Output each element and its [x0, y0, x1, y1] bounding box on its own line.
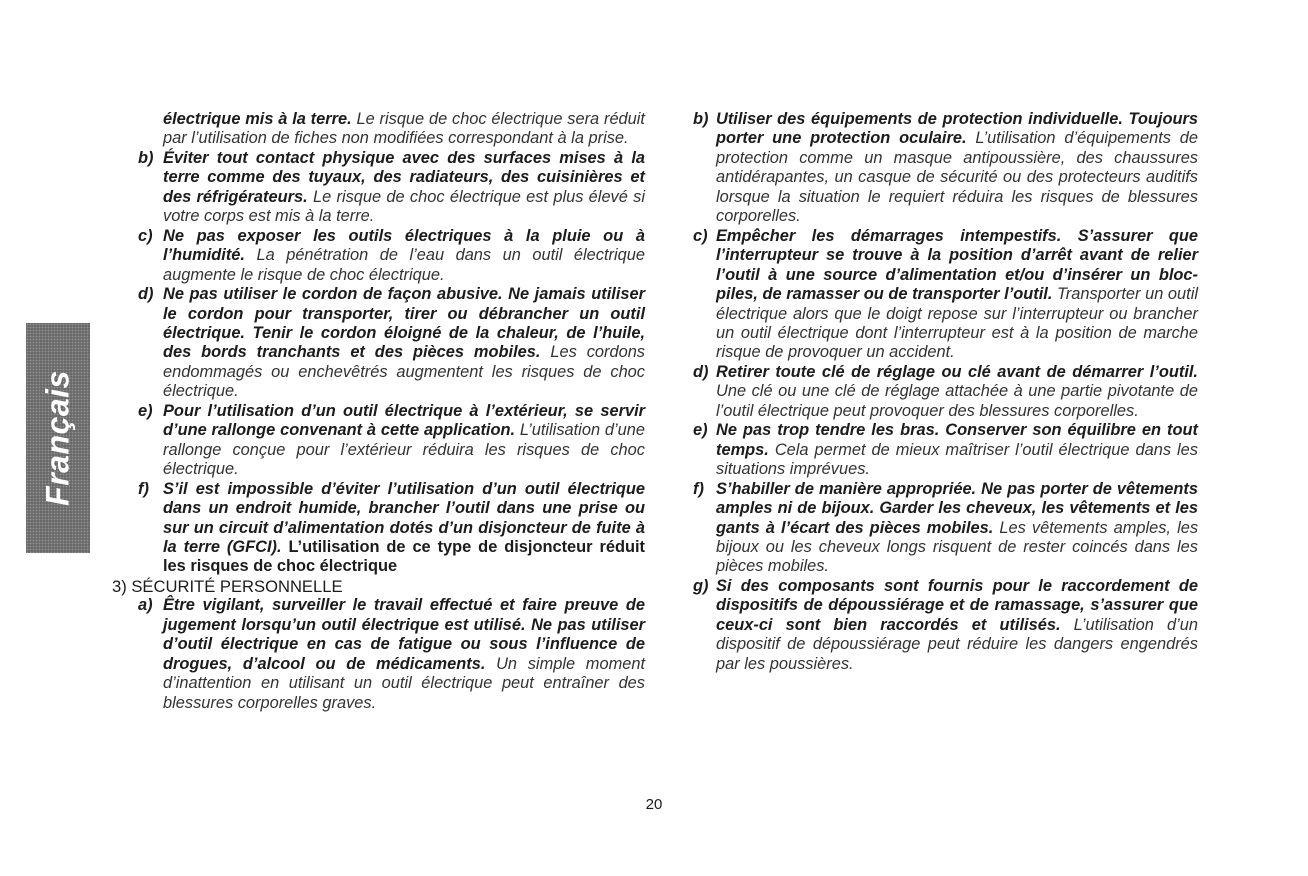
- item-lead: S’habiller de manière appropriée. Ne pas porter de vêtements amples ni de bijoux. Garder les cheveux, les vêtements et les gants à l’écart des pièces mobiles.: [716, 479, 1198, 537]
- item-lead: Retirer toute clé de réglage ou clé avant de démarrer l’outil.: [716, 362, 1198, 381]
- item-lead: Si des composants sont fournis pour le raccordement de dispositifs de dépoussiérage et de ramassage, s’assurer que ceux-ci sont bien raccordés et utilisés.: [716, 576, 1198, 634]
- item-marker: c): [138, 226, 153, 245]
- item-body: L’utilisation d’une rallonge conçue pour l’extérieur réduira les risques de choc électrique.: [163, 421, 645, 479]
- item-marker: g): [693, 576, 709, 595]
- item-body: L’utilisation de ce type de disjoncteur réduit les risques de choc électrique: [163, 537, 645, 576]
- item-body: Un simple moment d’inattention en utilisant un outil électrique peut entraîner des blessures corporelles graves.: [163, 654, 646, 712]
- item-lead: Utiliser des équipements de protection individuelle. Toujours porter une protection oculaire.: [716, 110, 1198, 148]
- item-lead: Éviter tout contact physique avec des surfaces mises à la terre comme des tuyaux, des radiateurs, des cuisinières et des réfrigérateurs.: [163, 148, 645, 206]
- list-item-c: [112, 227, 645, 285]
- item-marker: d): [138, 285, 154, 304]
- item-body: La pénétration de l’eau dans un outil électrique augmente le risque de choc électrique.: [163, 246, 645, 284]
- item-marker: a): [138, 596, 153, 615]
- list-item-c: [693, 227, 1198, 363]
- continuation-paragraph: [112, 110, 645, 149]
- right-column: [693, 110, 1198, 674]
- item-body: L’utilisation d’un dispositif de dépoussiérage peut réduire les dangers engendrés par les poussières.: [716, 615, 1198, 673]
- item-body: L’utilisation d’équipements de protection comme un masque antipoussière, des chaussures antidérapantes, un casque de sécurité ou des protecteurs auditifs lorsque la situation le requiert réduira les risques de blessures corporelles.: [716, 129, 1198, 226]
- list-item-e: [112, 402, 645, 480]
- item-marker: f): [138, 479, 149, 498]
- item-lead: Empêcher les démarrages intempestifs. S’assurer que l’interrupteur se trouve à la position d’arrêt avant de relier l’outil à une source d’alimentation et/ou d’insérer un bloc-piles, de ramasser ou de transporter l’outil.: [716, 226, 1198, 304]
- item-lead: Ne pas trop tendre les bras. Conserver son équilibre en tout temps.: [716, 421, 1198, 459]
- side-tab-label: Français: [39, 370, 76, 506]
- item-marker: e): [693, 421, 708, 440]
- list-item-e: [693, 421, 1198, 479]
- list-item-b: [693, 110, 1198, 227]
- list-item-g: [693, 577, 1198, 674]
- item-lead: Être vigilant, surveiller le travail effectué et faire preuve de jugement lorsqu’un outil électrique est utilisé. Ne pas utiliser d’outil électrique en cas de fatigue ou sous l’influence de drogues, d’alcool ou de médicaments.: [163, 596, 645, 673]
- item-body: Les vêtements amples, les bijoux ou les cheveux longs risquent de rester coincés dans les pièces mobiles.: [716, 518, 1199, 576]
- item-body: Le risque de choc électrique sera réduit par l’utilisation de fiches non modifiées correspondant à la prise.: [163, 110, 645, 148]
- item-body: Les cordons endommagés ou enchevêtrés augmentent les risques de choc électrique.: [163, 343, 645, 401]
- item-marker: f): [693, 479, 704, 498]
- item-marker: d): [693, 362, 709, 381]
- item-lead: Ne pas utiliser le cordon de façon abusive. Ne jamais utiliser le cordon pour transporter, tirer ou débrancher un outil électrique. Tenir le cordon éloigné de la chaleur, de l’huile, des bords tranchants et des pièces mobiles.: [163, 285, 645, 362]
- item-lead: électrique mis à la terre.: [163, 110, 352, 128]
- left-column: [112, 110, 645, 713]
- list-item-d: [112, 285, 645, 402]
- item-lead: Ne pas exposer les outils électriques à la pluie ou à l’humidité.: [163, 226, 645, 265]
- item-body: Transporter un outil électrique alors que le doigt repose sur l’interrupteur ou brancher un outil électrique dont l’interrupteur est à la position de marche risque de provoquer un accident.: [716, 285, 1198, 362]
- item-marker: b): [693, 110, 709, 128]
- list-item-f: [693, 480, 1198, 577]
- item-body: Une clé ou une clé de réglage attachée à une partie pivotante de l’outil électrique peut provoquer des blessures corporelles.: [716, 382, 1198, 420]
- list-item-a: [112, 596, 645, 713]
- item-marker: c): [693, 226, 708, 245]
- list-item-f: [112, 480, 645, 577]
- list-item-d: [693, 363, 1198, 421]
- item-lead: S’il est impossible d’éviter l’utilisation d’un outil électrique dans un endroit humide, brancher l’outil dans une prise ou sur un circuit d’alimentation dotés d’un disjoncteur de fuite à la terre (GFCI).: [163, 479, 645, 556]
- item-marker: b): [138, 148, 154, 167]
- list-item-b: [112, 149, 645, 227]
- item-lead: Pour l’utilisation d’un outil électrique à l’extérieur, se servir d’une rallonge convenant à cette application.: [163, 401, 645, 440]
- page-number: 20: [645, 796, 663, 813]
- section-heading: 3) SÉCURITÉ PERSONNELLE: [112, 576, 343, 596]
- item-marker: e): [138, 401, 153, 420]
- item-body: Cela permet de mieux maîtriser l’outil électrique dans les situations imprévues.: [716, 440, 1198, 479]
- language-side-tab: [26, 323, 90, 553]
- item-body: Le risque de choc électrique est plus élevé si votre corps est mis à la terre.: [163, 187, 645, 226]
